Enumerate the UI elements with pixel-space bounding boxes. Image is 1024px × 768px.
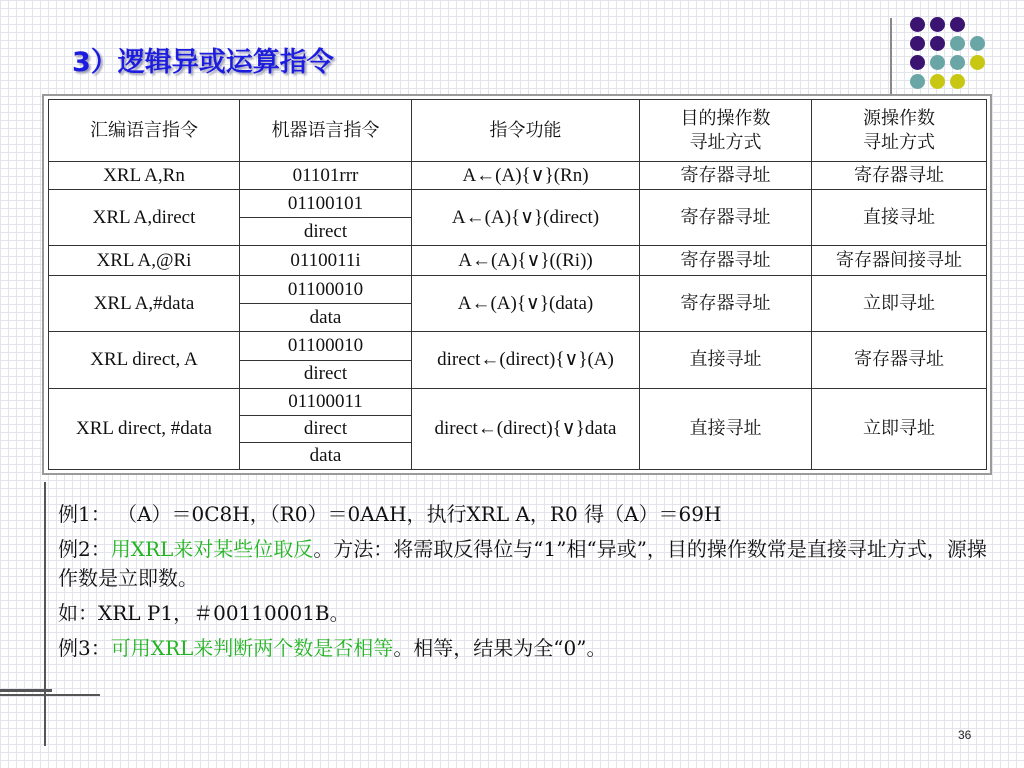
header-function: 指令功能 <box>412 100 640 162</box>
row4-src: 立即寻址 <box>812 276 987 332</box>
example-2-highlight: 用XRL来对某些位取反 <box>110 537 314 561</box>
row3-machine-code: 0110011i <box>240 246 412 276</box>
decorative-dot <box>970 55 985 70</box>
row6-asm: XRL direct, #data <box>49 388 240 469</box>
header-asm: 汇编语言指令 <box>49 100 240 162</box>
row6-operand-data: data <box>240 442 412 469</box>
header-dest-addressing: 目的操作数 寻址方式 <box>640 100 812 162</box>
row6-dest: 直接寻址 <box>640 388 812 469</box>
row6-machine-code: 01100011 <box>240 388 412 415</box>
row1-machine-code: 01101rrr <box>240 162 412 190</box>
decorative-dot <box>970 36 985 51</box>
row5-dest: 直接寻址 <box>640 332 812 388</box>
example-3-prefix: 例3： <box>58 636 111 660</box>
row3-src: 寄存器间接寻址 <box>812 246 987 276</box>
decorative-dot <box>930 17 945 32</box>
row4-operand: data <box>240 304 412 332</box>
row4-dest: 寄存器寻址 <box>640 276 812 332</box>
decorative-dot <box>930 74 945 89</box>
decorative-dot <box>950 36 965 51</box>
row5-operand: direct <box>240 360 412 388</box>
row2-dest: 寄存器寻址 <box>640 190 812 246</box>
row3-dest: 寄存器寻址 <box>640 246 812 276</box>
row6-operand-direct: direct <box>240 415 412 442</box>
row5-function: direct←(direct){∨}(A) <box>412 332 640 388</box>
example-2 <box>58 535 998 593</box>
decorative-dot <box>950 55 965 70</box>
example-2-prefix: 例2： <box>58 537 111 561</box>
decorative-dot <box>950 17 965 32</box>
example-3-highlight: 可用XRL来判断两个数是否相等 <box>110 636 394 660</box>
row3-asm: XRL A,@Ri <box>49 246 240 276</box>
decorative-bottom-line <box>0 689 52 692</box>
decorative-dot <box>910 17 925 32</box>
decorative-vertical-line <box>890 18 892 96</box>
decorative-dot-grid-icon <box>900 14 996 94</box>
row2-src: 直接寻址 <box>812 190 987 246</box>
example-2-rest: 。方法：将需取反得位与“1”相“异或”，目的操作数常是直接寻址方式，源操作数是立即数。 <box>58 537 987 590</box>
example-3-rest: 。相等，结果为全“0”。 <box>393 636 607 660</box>
row2-machine-code: 01100101 <box>240 190 412 218</box>
decorative-bottom-line-2 <box>0 694 100 696</box>
row5-asm: XRL direct, A <box>49 332 240 388</box>
row6-function: direct←(direct){∨}data <box>412 388 640 469</box>
row1-dest: 寄存器寻址 <box>640 162 812 190</box>
decorative-dot <box>930 55 945 70</box>
row2-function: A←(A){∨}(direct) <box>412 190 640 246</box>
row4-machine-code: 01100010 <box>240 276 412 304</box>
row2-asm: XRL A,direct <box>49 190 240 246</box>
row6-src: 立即寻址 <box>812 388 987 469</box>
instruction-table-frame <box>42 94 992 475</box>
decorative-dot <box>910 55 925 70</box>
decorative-dot <box>910 74 925 89</box>
example-3 <box>58 634 998 663</box>
decorative-dot <box>930 36 945 51</box>
page-number: 36 <box>958 728 972 742</box>
row3-function: A←(A){∨}((Ri)) <box>412 246 640 276</box>
row4-function: A←(A){∨}(data) <box>412 276 640 332</box>
row4-asm: XRL A,#data <box>49 276 240 332</box>
row1-function: A←(A){∨}(Rn) <box>412 162 640 190</box>
row1-asm: XRL A,Rn <box>49 162 240 190</box>
row1-src: 寄存器寻址 <box>812 162 987 190</box>
row5-src: 寄存器寻址 <box>812 332 987 388</box>
header-src-addressing: 源操作数 寻址方式 <box>812 100 987 162</box>
decorative-dot <box>950 74 965 89</box>
instruction-table <box>48 99 987 470</box>
header-machine-code: 机器语言指令 <box>240 100 412 162</box>
examples-text <box>58 500 998 669</box>
decorative-left-line <box>44 482 46 746</box>
example-code: 如：XRL P1，＃00110001B。 <box>58 601 350 625</box>
example-1: 例1： （A）＝0C8H，（R0）＝0AAH，执行XRL A，R0 得（A）＝69H <box>58 502 722 526</box>
row5-machine-code: 01100010 <box>240 332 412 360</box>
slide-title: 3）逻辑异或运算指令 <box>72 47 334 78</box>
decorative-dot <box>910 36 925 51</box>
row2-operand: direct <box>240 218 412 246</box>
